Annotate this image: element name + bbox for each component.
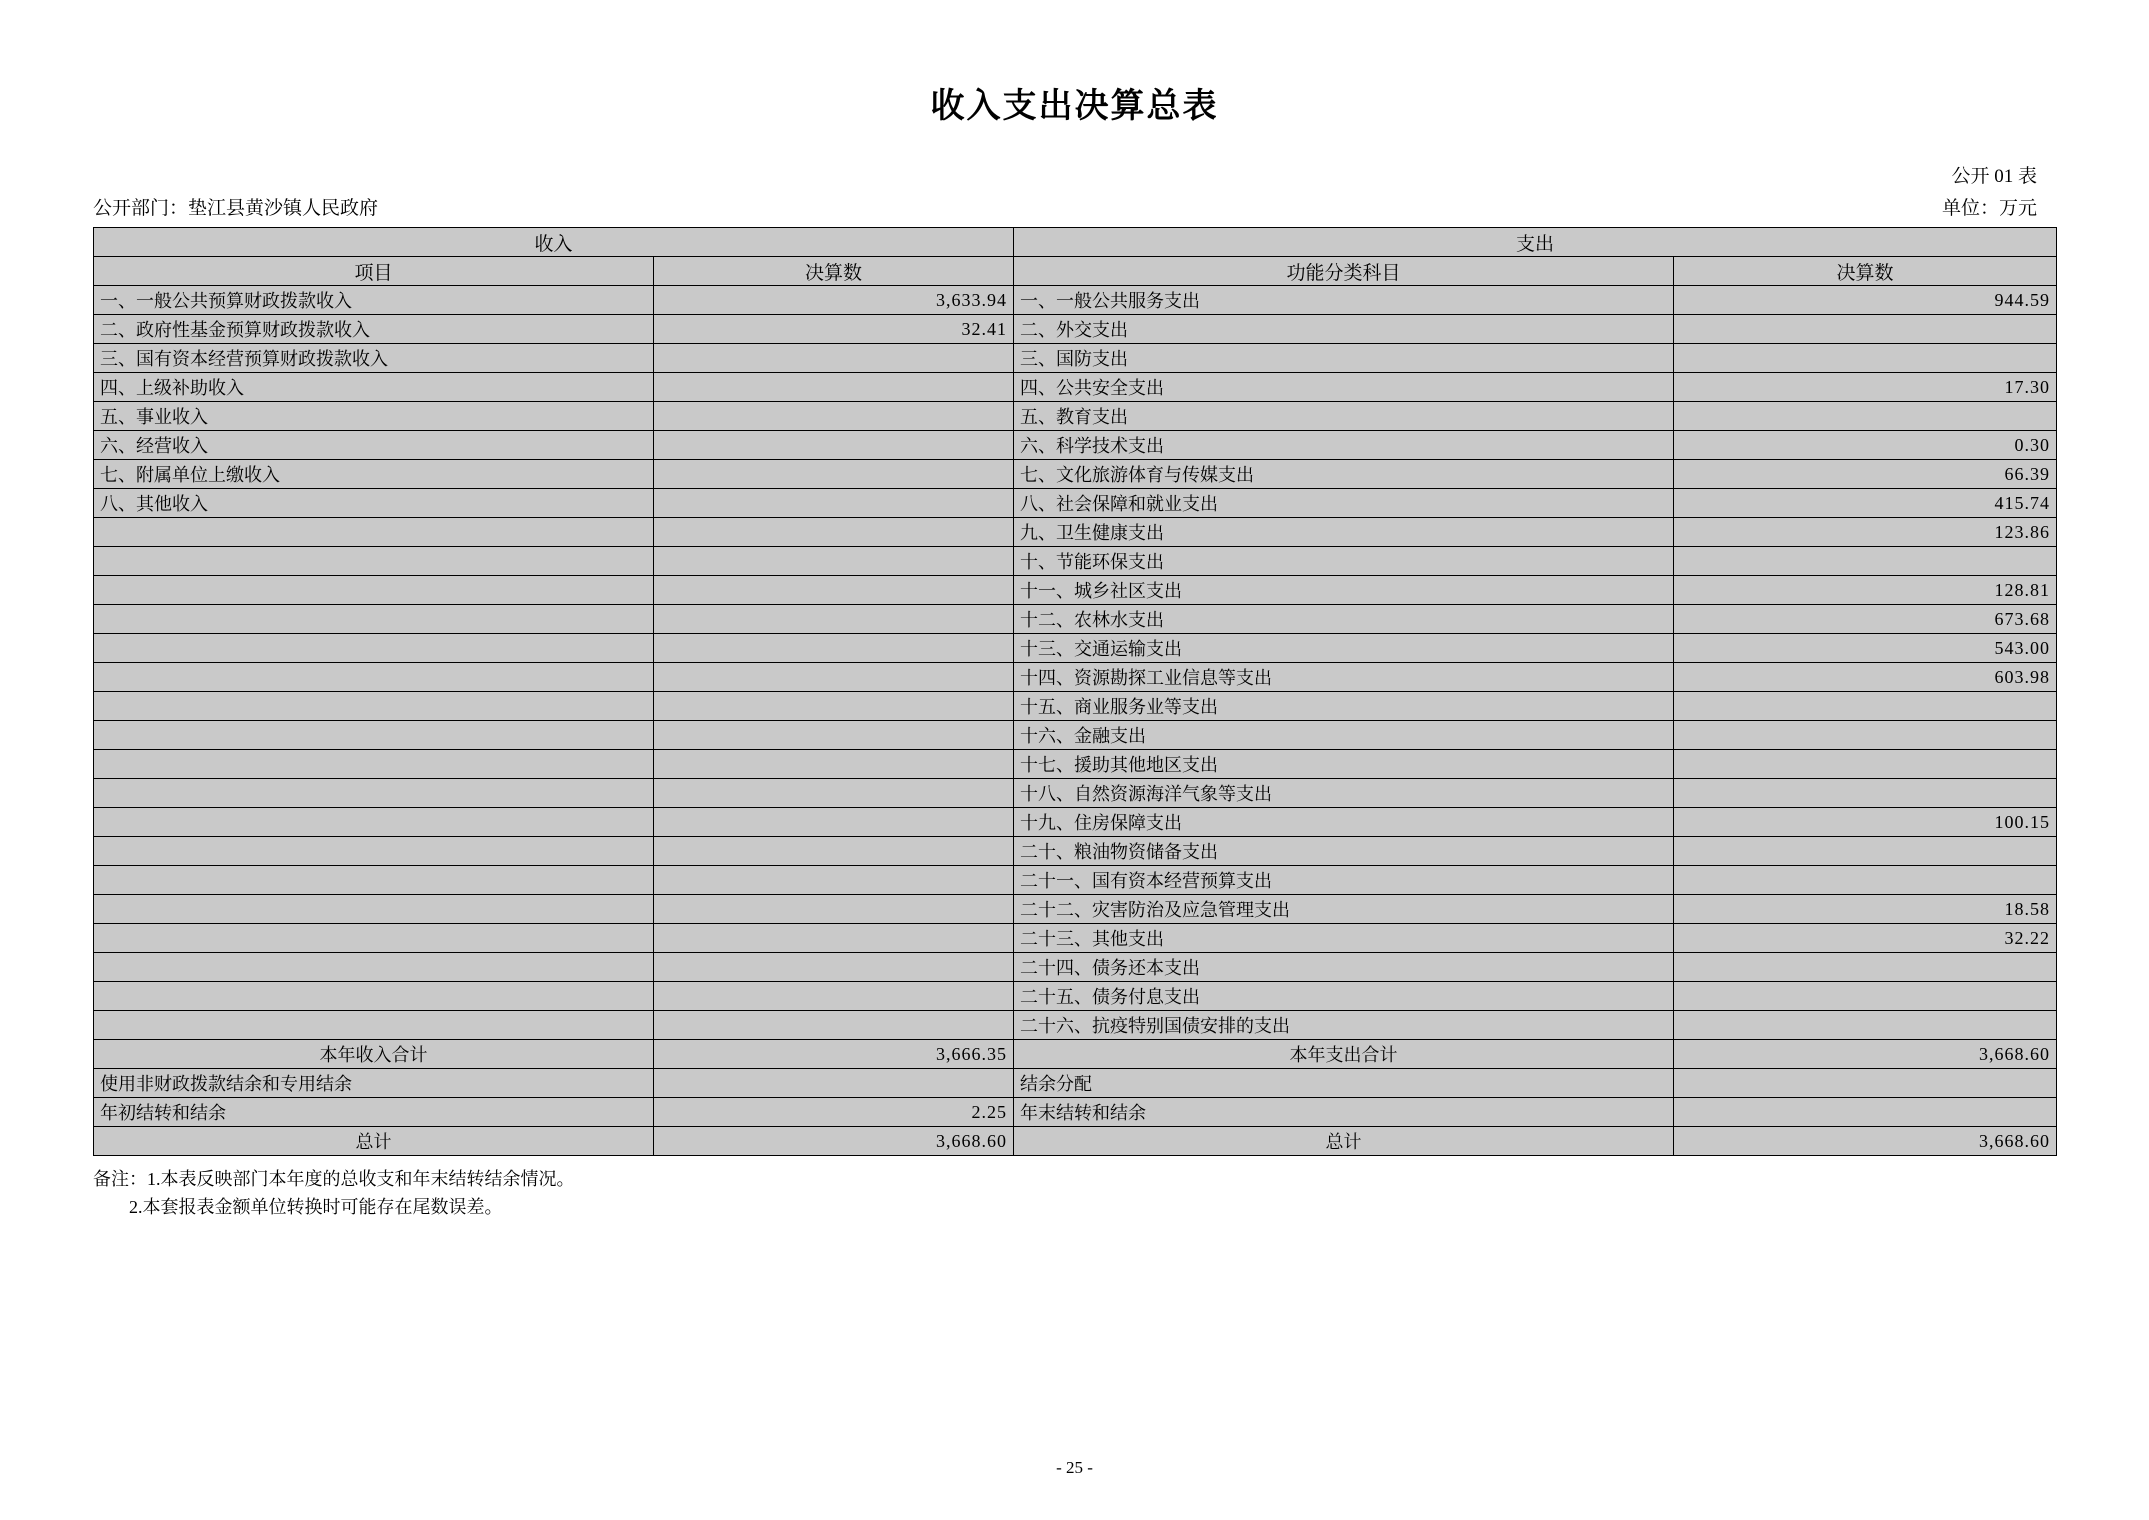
income-label [94,692,654,721]
form-number: 公开 01 表 [1951,166,2037,187]
table-row [94,634,2057,663]
income-total-label: 本年收入合计 [94,1040,654,1069]
expense-label: 二十、粮油物资储备支出 [1014,837,1674,866]
income-value [654,431,1014,460]
expense-label: 六、科学技术支出 [1014,431,1674,460]
table-row [94,344,2057,373]
expense-label: 十、节能环保支出 [1014,547,1674,576]
expense-value: 944.59 [1674,286,2057,315]
expense-value: 123.86 [1674,518,2057,547]
expense-value: 17.30 [1674,373,2057,402]
income-value [654,692,1014,721]
expense-value: 128.81 [1674,576,2057,605]
income-label: 四、上级补助收入 [94,373,654,402]
note-line-2: 2.本套报表金额单位转换时可能存在尾数误差。 [129,1196,503,1217]
income-label [94,779,654,808]
expense-label: 四、公共安全支出 [1014,373,1674,402]
table-row-grand-total [94,1127,2057,1156]
income-value [654,750,1014,779]
income-value [654,837,1014,866]
expense-label: 七、文化旅游体育与传媒支出 [1014,460,1674,489]
table-row [94,547,2057,576]
expense-label: 二十四、债务还本支出 [1014,953,1674,982]
expense-value: 18.58 [1674,895,2057,924]
income-value [654,518,1014,547]
income-value [654,982,1014,1011]
income-label [94,866,654,895]
expense-value [1674,1011,2057,1040]
income-value [654,779,1014,808]
department-line: 公开部门：垫江县黄沙镇人民政府 [93,198,379,219]
income-value: 3,633.94 [654,286,1014,315]
table-row-surplus-allocation [94,1069,2057,1098]
expense-label: 二十三、其他支出 [1014,924,1674,953]
income-value [654,721,1014,750]
expense-value [1674,779,2057,808]
income-label [94,634,654,663]
expense-value: 673.68 [1674,605,2057,634]
expense-carryover-value [1674,1098,2057,1127]
expense-value [1674,953,2057,982]
expense-label: 八、社会保障和就业支出 [1014,489,1674,518]
table-row [94,779,2057,808]
income-total-value: 3,666.35 [654,1040,1014,1069]
expense-label: 十一、城乡社区支出 [1014,576,1674,605]
expense-surplus-value [1674,1069,2057,1098]
header-expense-item: 功能分类科目 [1014,257,1674,286]
income-label [94,837,654,866]
income-value: 32.41 [654,315,1014,344]
expense-label: 十二、农林水支出 [1014,605,1674,634]
income-label [94,663,654,692]
expense-value: 66.39 [1674,460,2057,489]
expense-value [1674,344,2057,373]
header-income-value: 决算数 [654,257,1014,286]
income-label: 一、一般公共预算财政拨款收入 [94,286,654,315]
income-value [654,489,1014,518]
income-value [654,373,1014,402]
table-row [94,518,2057,547]
table-notes [93,1166,2149,1222]
income-label [94,924,654,953]
expense-value [1674,837,2057,866]
page-title: 收入支出决算总表 [930,88,1219,125]
expense-value [1674,547,2057,576]
expense-label: 十五、商业服务业等支出 [1014,692,1674,721]
income-label: 八、其他收入 [94,489,654,518]
expense-label: 九、卫生健康支出 [1014,518,1674,547]
expense-value: 603.98 [1674,663,2057,692]
expense-label: 二十一、国有资本经营预算支出 [1014,866,1674,895]
expense-value [1674,750,2057,779]
expense-total-value: 3,668.60 [1674,1040,2057,1069]
expense-label: 三、国防支出 [1014,344,1674,373]
expense-label: 十四、资源勘探工业信息等支出 [1014,663,1674,692]
income-value [654,808,1014,837]
expense-label: 十六、金融支出 [1014,721,1674,750]
expense-value [1674,721,2057,750]
page-footer: - 25 - [1056,1458,1093,1477]
form-number-row [0,161,2149,187]
expense-surplus-label: 结余分配 [1014,1069,1674,1098]
table-row [94,1011,2057,1040]
income-label [94,982,654,1011]
expense-value: 32.22 [1674,924,2057,953]
table-row [94,431,2057,460]
table-row [94,837,2057,866]
income-label [94,750,654,779]
table-header-col-row [94,257,2057,286]
expense-value: 543.00 [1674,634,2057,663]
income-label: 二、政府性基金预算财政拨款收入 [94,315,654,344]
expense-value [1674,692,2057,721]
income-label [94,808,654,837]
table-row [94,663,2057,692]
note-line-1: 备注：1.本表反映部门本年度的总收支和年末结转结余情况。 [93,1169,575,1189]
expense-total-label: 本年支出合计 [1014,1040,1674,1069]
income-grand-total-value: 3,668.60 [654,1127,1014,1156]
table-row [94,286,2057,315]
expense-value: 0.30 [1674,431,2057,460]
table-row [94,460,2057,489]
expense-label: 十七、援助其他地区支出 [1014,750,1674,779]
expense-label: 十三、交通运输支出 [1014,634,1674,663]
expense-value: 100.15 [1674,808,2057,837]
expense-label: 十九、住房保障支出 [1014,808,1674,837]
budget-final-accounts-table [93,227,2057,1156]
expense-value [1674,866,2057,895]
table-row [94,402,2057,431]
expense-grand-total-label: 总计 [1014,1127,1674,1156]
table-row [94,866,2057,895]
table-row [94,315,2057,344]
expense-label: 二十六、抗疫特别国债安排的支出 [1014,1011,1674,1040]
table-row [94,721,2057,750]
income-value [654,663,1014,692]
income-label: 五、事业收入 [94,402,654,431]
table-row-carryover [94,1098,2057,1127]
table-row [94,605,2057,634]
income-value [654,402,1014,431]
income-label: 六、经营收入 [94,431,654,460]
income-label [94,1011,654,1040]
header-expense-group: 支出 [1014,228,2057,257]
income-grand-total-label: 总计 [94,1127,654,1156]
expense-label: 二十五、债务付息支出 [1014,982,1674,1011]
income-label [94,547,654,576]
unit-note: 单位：万元 [1941,198,2037,219]
income-label [94,605,654,634]
income-label: 三、国有资本经营预算财政拨款收入 [94,344,654,373]
table-row [94,895,2057,924]
income-value [654,605,1014,634]
department-and-unit-row [0,193,2149,219]
expense-value: 415.74 [1674,489,2057,518]
expense-label: 二十二、灾害防治及应急管理支出 [1014,895,1674,924]
income-value [654,576,1014,605]
income-value [654,547,1014,576]
expense-value [1674,402,2057,431]
table-header-group-row [94,228,2057,257]
table-row [94,953,2057,982]
expense-label: 二、外交支出 [1014,315,1674,344]
income-value [654,1011,1014,1040]
table-row [94,808,2057,837]
income-value [654,895,1014,924]
table-row [94,692,2057,721]
income-value [654,953,1014,982]
income-surplus-value [654,1069,1014,1098]
expense-label: 一、一般公共服务支出 [1014,286,1674,315]
expense-label: 五、教育支出 [1014,402,1674,431]
table-body [94,286,2057,1156]
income-carryover-value: 2.25 [654,1098,1014,1127]
income-value [654,924,1014,953]
income-value [654,634,1014,663]
table-row-annual-total [94,1040,2057,1069]
income-label [94,895,654,924]
income-label: 七、附属单位上缴收入 [94,460,654,489]
income-label [94,518,654,547]
expense-carryover-label: 年末结转和结余 [1014,1098,1674,1127]
income-value [654,866,1014,895]
income-label [94,953,654,982]
income-label [94,576,654,605]
income-carryover-label: 年初结转和结余 [94,1098,654,1127]
expense-grand-total-value: 3,668.60 [1674,1127,2057,1156]
header-income-group: 收入 [94,228,1014,257]
expense-label: 十八、自然资源海洋气象等支出 [1014,779,1674,808]
expense-value [1674,315,2057,344]
income-label [94,721,654,750]
table-row [94,489,2057,518]
table-row [94,373,2057,402]
table-row [94,750,2057,779]
header-expense-value: 决算数 [1674,257,2057,286]
table-row [94,982,2057,1011]
header-income-item: 项目 [94,257,654,286]
income-surplus-label: 使用非财政拨款结余和专用结余 [94,1069,654,1098]
expense-value [1674,982,2057,1011]
table-row [94,576,2057,605]
income-value [654,460,1014,489]
table-row [94,924,2057,953]
income-value [654,344,1014,373]
